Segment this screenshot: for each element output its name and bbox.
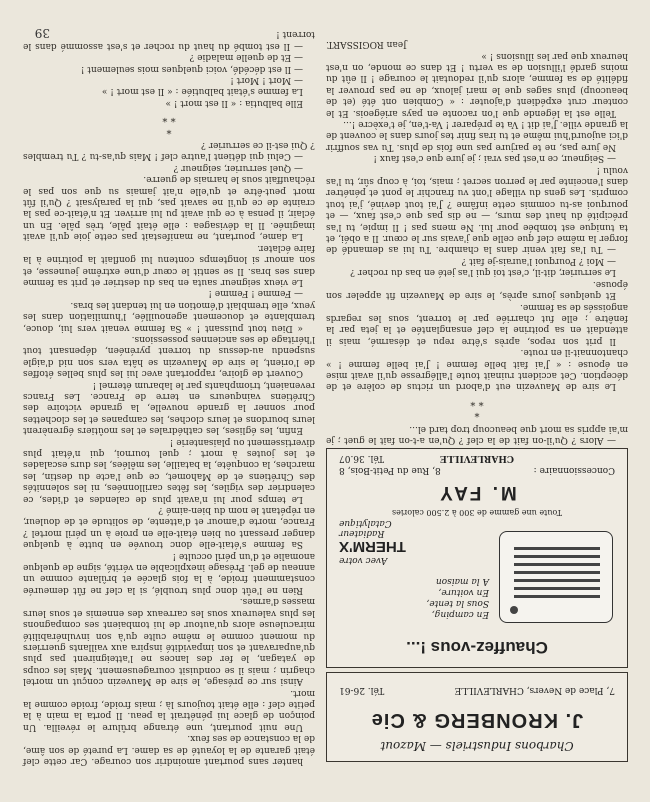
- paragraph: — Il est tombé du haut du rocher et s'est assommé dans le torrent !: [23, 29, 315, 51]
- paragraph: Il prit son repos, après s'être repu et désarmé, mais il attendait en sa poitrine la clef ensanglantée et la jeta par la fenêtre ; elle fut charriée par le torrent, sous les regards angoissés de sa femme.: [326, 301, 628, 346]
- ad-brand-descriptor: Radiateur: [339, 528, 385, 538]
- ad-brand-name: THERM'X: [339, 538, 406, 555]
- paragraph: Sa femme s'était-elle donc trouvée en butte à quelque danger pressant ou bien était-elle en proie à un péril mortel ? France, morte d'amour et d'attente, de solitude et de douleur, en répétant le nom du bien-aimé ?: [23, 505, 315, 550]
- ad-headline: Chauffez-vous !...: [406, 638, 548, 657]
- heater-grille: [514, 563, 600, 566]
- paragraph: — Alors ? Qu'il-on fait de la clef ? Qu'en a-t-on fait le guet ; je m'ai appris sa mort que beaucoup trop tard el...: [326, 423, 628, 445]
- ad-use-list: [339, 575, 489, 619]
- section-separator-star: * * *: [470, 395, 484, 419]
- paragraph: Le serrurier, dit-il, c'est toi qui l'as jeté en bas du rocher ?: [350, 267, 616, 278]
- ad-dealer-name: M. FAY: [437, 482, 517, 503]
- paragraph: hanter sans pourtant amoindrir son courage. Car cette clef était garante de la loyauté de sa dame. La pureté de son âme, de la constance de ses feux.: [23, 733, 315, 766]
- advertisement-therm-x: [326, 448, 628, 668]
- article-column-left: [326, 38, 628, 445]
- author-signature: Jean ROGISSART.: [326, 39, 407, 50]
- heater-grille: [514, 595, 600, 598]
- paragraph: Une nuit pourtant, une étrange brûlure le réveilla. Un poinçon de glace lui pénétrait la peau. Il porta la main à la petite clef : elle était toujours là ; mais froide, froide comme la mort.: [23, 687, 315, 732]
- paragraph: « Dieu tout puissant ! » Sa femme venait vers lui, douce, tremblante et doucement agenouillée, l'humiliation dans les yeux, elle tremblait d'émotion en lui tendant les bras.: [23, 299, 315, 333]
- paragraph: — Celui qui détient l'autre clef ! Mais qu'as-tu ? Tu trembles ? Qui est-il ce serrurier ?: [23, 140, 315, 162]
- ad-address: 7, Place de Nevers, CHARLEVILLE: [454, 685, 615, 695]
- heater-knob: [510, 606, 518, 614]
- ad-dealer-label: Concessionnaire :: [533, 465, 615, 475]
- ad-dealer-address: 8, Rue du Petit-Bois, 8: [339, 465, 441, 475]
- paragraph: Le sire de Mauvezin eut d'abord un rictus de colère et de déception. Cet accident ruinait toute l'allégresse qu'il avait mise en épouse : « J'ai fait belle femme ! J'ai belle femme ! » chantonnait-il en route.: [326, 347, 628, 392]
- advertisement-kronberg: [326, 672, 628, 762]
- ad-telephone: Tél. 26-61: [339, 685, 385, 695]
- heater-illustration: [499, 531, 613, 623]
- ad-brand-block: [339, 518, 489, 565]
- ad-brand-descriptor: Catalytique: [339, 518, 392, 528]
- paragraph: Telle est la légende que l'on raconte en pays ariégeois. Et le conteur crut expédient d'ajouter : « Combien ont été (et de beaucoup) plus sages que le mari jaloux, de ne pas prouver la fidélité de sa femme, alors qu'il redoutait le courage ! Il eût du moins gardé l'illusion de sa vertu ! Et dans ce monde, on n'est heureux que par les illusions ! »: [326, 50, 628, 118]
- ad-use-item: A la maison: [435, 576, 489, 586]
- heater-grille: [514, 547, 600, 550]
- article-column-right: [23, 28, 315, 766]
- ad-dealer-telephone: Tél. 36.07: [339, 453, 384, 463]
- ad-use-item: Sous la tente,: [426, 598, 489, 608]
- paragraph: Et quelques jours après, le sire de Mauvezin fit appeler son épouse.: [326, 278, 628, 301]
- paragraph: — Femme ! Femme !: [208, 288, 303, 299]
- paragraph: La dame, pourtant, ne manifestait pas cette joie qu'il avait imaginée. Il la dévisagea : elle était pâle, très pâle. En un éclair, il pensa à ce qui avait pu lui arriver. Et n'était-ce pas la crainte de ce qu'il ne savait pas, qui la paralysait ? Qu'il fût mort peut-être et qu'elle n'ait jamais su que son pas le réchauffait sous le harnais de guerre.: [23, 174, 315, 242]
- ad-brand-intro: Avec votre: [339, 555, 388, 565]
- paragraph: — Moi ? Pourquoi l'aurais-je fait ?: [461, 255, 616, 266]
- page-number: 39: [34, 26, 50, 40]
- ad-script-title: Charbons Industriels — Mazout: [380, 739, 574, 753]
- heater-grille: [514, 571, 600, 574]
- ad-dealer-city: CHARLEVILLE: [439, 453, 515, 463]
- paragraph: Ainsi sur ce présage, le sire de Mauvezin conçut un mortel chagrin ; mais il se conduisit courageusement. Mais les coups de yatagan, le fer des lances ne l'atteignirent pas plus qu'auparavant et son impavidité inspira aux vaillants guerriers du moment comme le même culte qu'à son invulnérabilité miraculeuse alors qu'autour de lui tombaient ses compagnons les plus valeureux sous les carreaux des ennemis et sous leurs masses d'armes.: [23, 596, 315, 687]
- ad-company-name: J. KRONBERG & Cie: [370, 709, 584, 731]
- paragraph: Enfin, les églises, les cathédrales et les moûtiers égrenèrent leurs bourdons et leurs cloches, les campanes et les clochettes pour sonner la grande nouvelle, la grande victoire des Chrétiens vainqueurs en terre de France. Les Francs revenaient, triomphants par le labarum éternel !: [23, 379, 315, 436]
- paragraph: — Et de quelle maladie ?: [189, 52, 303, 63]
- paragraph: Elle balbutia : « Il est mort ! »: [165, 97, 303, 108]
- paragraph: — Tu l'as fait venir dans la chambre. Tu lui as demandé de forger la même clef que celle que j'avais sur le cœur. Il a obéi, et ta tunique est tombée pour lui. Ne mens pas ! Il impie, tu l'as précipité du haut des murs, — ne dis pas que c'est faux, — et pourquoi as-tu commis cette infâme ? J'ai tout deviné, j'ai tout compris. Les gens du village l'ont vu franchir le pont et pénétrer dans l'enceinte par le perron secret ; mais, toi, à coup sûr, tu l'as voulu !: [326, 164, 628, 255]
- paragraph: Rien ne l'eût donc plus troublé, si la clef ne fût demeurée constamment froide, à la fois glacée et brûlante comme un anneau de gel. Présage inexplicable en vérité, signe de quelque anomalie et d'un péril occulte !: [23, 550, 315, 595]
- heater-grille: [514, 555, 600, 558]
- paragraph: — Seigneur, ce n'est pas vrai ; je jure que c'est faux !: [373, 153, 616, 164]
- paragraph: — Il est décédé, voici quelques mois seulement !: [80, 63, 303, 74]
- heater-grille: [514, 587, 600, 590]
- heater-grille: [514, 579, 600, 582]
- ad-range-text: Toute une gamme de 300 à 2.500 calories: [392, 508, 562, 517]
- paragraph: — Quel serrurier, seigneur ?: [173, 162, 303, 173]
- ad-use-item: En voiture,: [438, 587, 489, 597]
- ad-use-item: En camping,: [431, 609, 489, 619]
- paragraph: Couvert de gloire, rapportant avec lui les plus belles étoffes de l'orient, le sire de Mauvezin se hâta vers son nid d'aigle suspendu au-dessus du torrent pyrénéen, dépensant tout l'héritage de ses anciennes possessions.: [23, 333, 315, 379]
- section-separator-star: * * *: [162, 112, 176, 135]
- paragraph: Le vieux seigneur sauta en bas du destrier et prit sa femme dans ses bras. Il se sentit le cœur d'une extrême jeunesse, et son amour si longtemps contenu lui gonflait la poitrine à la faire éclater.: [23, 242, 315, 287]
- paragraph: — Mort ! Mort !: [230, 75, 303, 86]
- paragraph: La femme s'était balbutiée : « Il est mort ! »: [101, 86, 303, 97]
- paragraph: Ne jure pas, ne te parjure pas une fois de plus. Tu vas souffrir d'ici aujourd'hui même et tu iras finir tes jours dans le couvent de la grande ville. J'ai dit ! Va te préparer ! Va-t'en, je t'exècre !...: [326, 119, 628, 152]
- paragraph: Le temps pour lui n'avait plus de calendes et d'ides, ce calendrier des vigiles, les fêtes carillonnées, ni les solennités des Chrétiens et de Mahomet, ce que l'acte du destin, les marches, la conquête, la bataille, les mêlées, les durs escalades et les joutes à mort ; quel tournoi, qui n'était plus divertissement ou plaisanterie !: [23, 436, 315, 504]
